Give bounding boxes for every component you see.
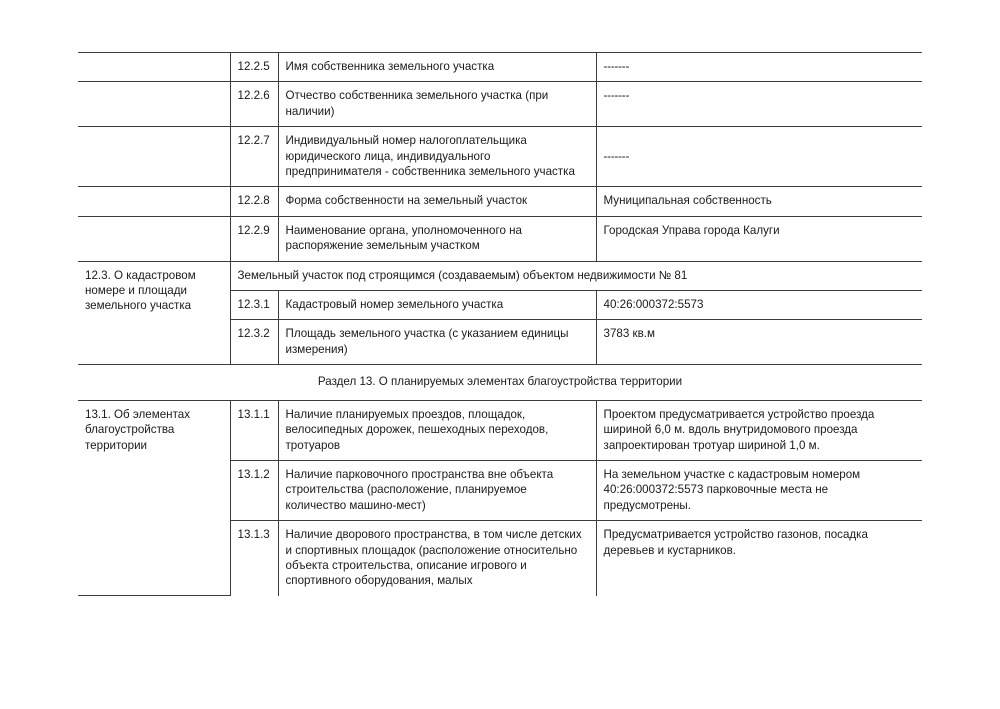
table-row bbox=[78, 216, 922, 261]
row-value: Городская Управа города Калуги bbox=[596, 216, 922, 261]
row-value: Муниципальная собственность bbox=[596, 187, 922, 216]
group-header-text: Земельный участок под строящимся (создаваемым) объектом недвижимости № 81 bbox=[230, 261, 922, 290]
row-group-label bbox=[78, 127, 230, 187]
row-group-label bbox=[78, 216, 230, 261]
table-section-row bbox=[78, 365, 922, 400]
row-name: Форма собственности на земельный участок bbox=[278, 187, 596, 216]
row-code: 12.3.1 bbox=[230, 291, 278, 320]
table-row-group-header bbox=[78, 261, 922, 290]
row-name: Площадь земельного участка (с указанием единицы измерения) bbox=[278, 320, 596, 365]
row-code: 13.1.2 bbox=[230, 460, 278, 520]
row-code: 13.1.3 bbox=[230, 521, 278, 596]
row-value: Проектом предусматривается устройство проезда шириной 6,0 м. вдоль внутридомового проезда запроектирован тротуар шириной 1,0 м. bbox=[596, 400, 922, 460]
row-name: Наименование органа, уполномоченного на распоряжение земельным участком bbox=[278, 216, 596, 261]
row-code: 12.2.5 bbox=[230, 53, 278, 82]
row-code: 12.2.8 bbox=[230, 187, 278, 216]
row-code: 12.2.6 bbox=[230, 82, 278, 127]
table-row bbox=[78, 187, 922, 216]
row-code: 12.2.9 bbox=[230, 216, 278, 261]
row-name: Отчество собственника земельного участка (при наличии) bbox=[278, 82, 596, 127]
row-group-label bbox=[78, 53, 230, 82]
registry-table bbox=[78, 52, 922, 596]
row-name: Наличие дворового пространства, в том числе детских и спортивных площадок (расположение относительно объекта строительства, описание игрового и спортивного оборудования, малых bbox=[278, 521, 596, 596]
row-group-label: 13.1. Об элементах благоустройства территории bbox=[78, 400, 230, 596]
table-row bbox=[78, 400, 922, 460]
row-name: Наличие планируемых проездов, площадок, велосипедных дорожек, пешеходных переходов, тротуаров bbox=[278, 400, 596, 460]
row-value: 40:26:000372:5573 bbox=[596, 291, 922, 320]
row-name: Наличие парковочного пространства вне объекта строительства (расположение, планируемое количество машино-мест) bbox=[278, 460, 596, 520]
row-group-label: 12.3. О кадастровом номере и площади земельного участка bbox=[78, 261, 230, 365]
table-row bbox=[78, 53, 922, 82]
row-value: Предусматривается устройство газонов, посадка деревьев и кустарников. bbox=[596, 521, 922, 596]
row-code: 12.3.2 bbox=[230, 320, 278, 365]
row-name: Имя собственника земельного участка bbox=[278, 53, 596, 82]
row-group-label bbox=[78, 82, 230, 127]
table-row bbox=[78, 82, 922, 127]
row-value: ------- bbox=[596, 127, 922, 187]
row-code: 13.1.1 bbox=[230, 400, 278, 460]
row-name: Индивидуальный номер налогоплательщика юридического лица, индивидуального предпринимателя - собственника земельного участка bbox=[278, 127, 596, 187]
table-row bbox=[78, 127, 922, 187]
row-code: 12.2.7 bbox=[230, 127, 278, 187]
row-value: 3783 кв.м bbox=[596, 320, 922, 365]
row-value: ------- bbox=[596, 53, 922, 82]
section-title: Раздел 13. О планируемых элементах благоустройства территории bbox=[78, 365, 922, 400]
row-value: ------- bbox=[596, 82, 922, 127]
row-group-label bbox=[78, 187, 230, 216]
row-name: Кадастровый номер земельного участка bbox=[278, 291, 596, 320]
row-value: На земельном участке с кадастровым номером 40:26:000372:5573 парковочные места не предусмотрены. bbox=[596, 460, 922, 520]
